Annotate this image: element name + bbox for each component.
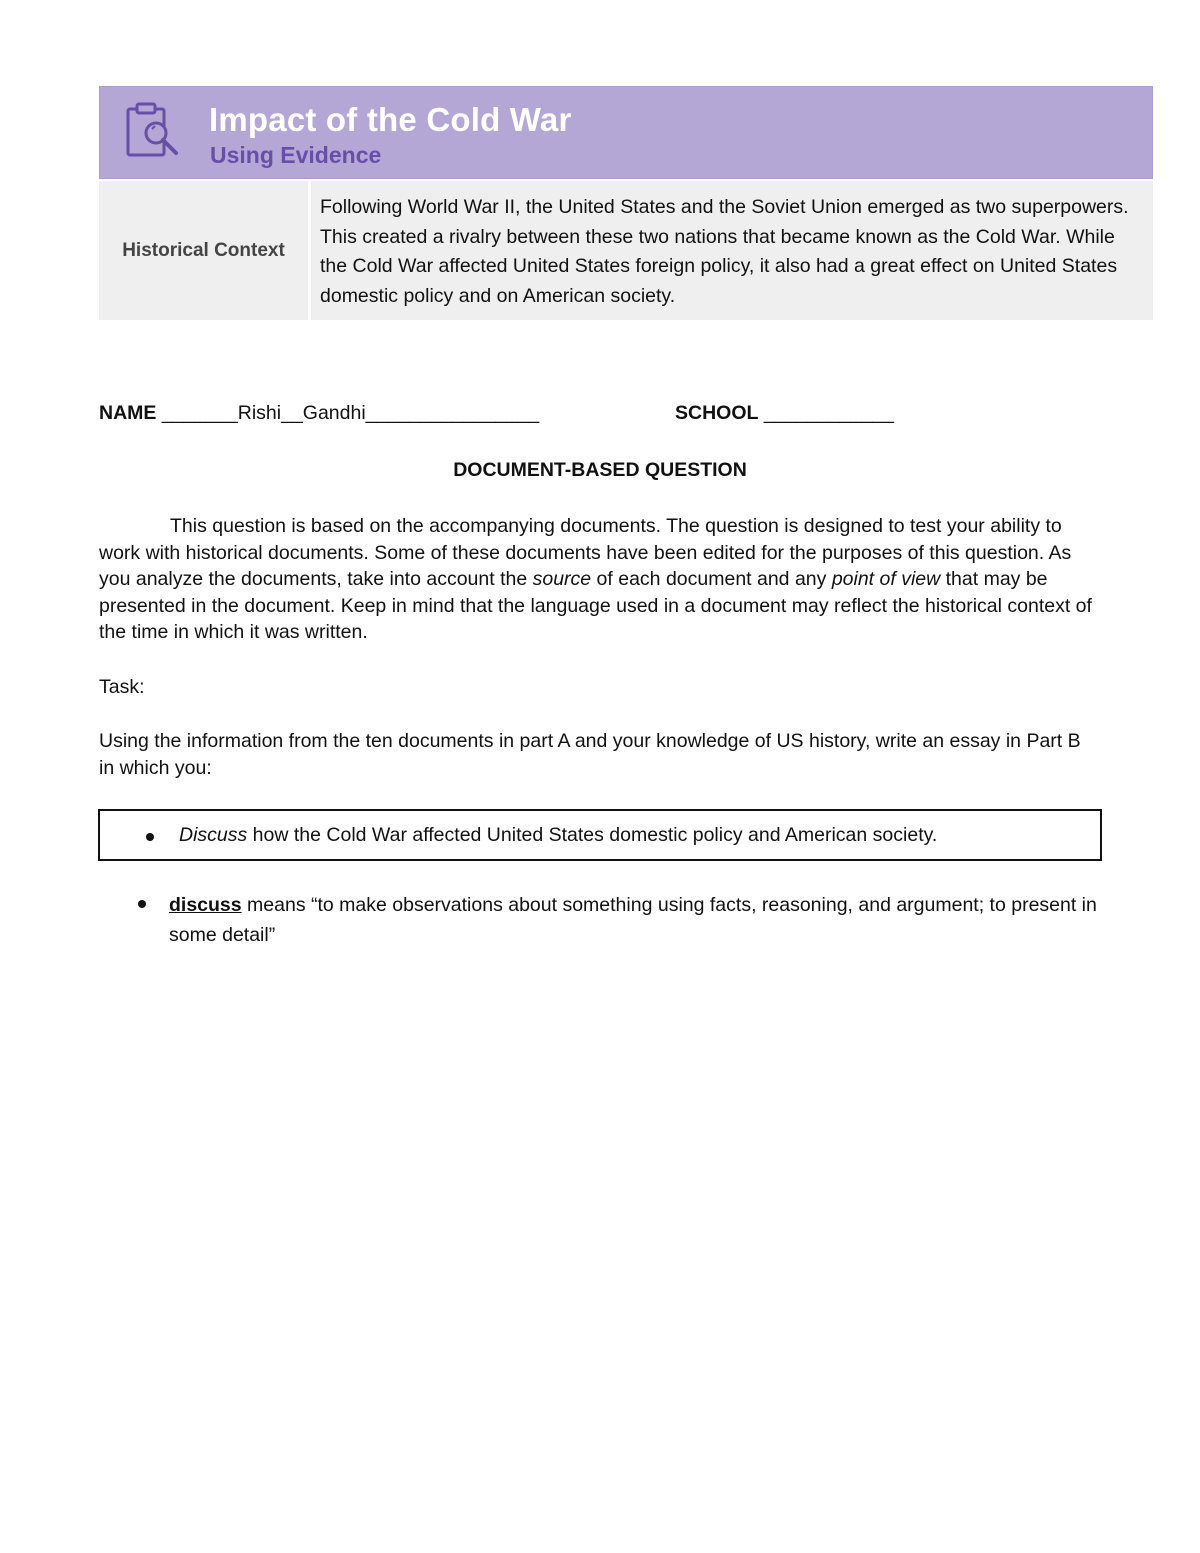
intro-text-1: This question is based on the accompanying documents. The question is designed to test your ability to work with historical documents. Some of these documents have been edited for the purposes of this question. As you analyze the documents, take into account the: [99, 515, 1072, 591]
bullet-icon: [146, 833, 154, 841]
clipboard-magnifier-icon: [122, 99, 186, 163]
name-label: NAME: [99, 402, 157, 424]
school-field: [675, 402, 894, 425]
name-value: _______Rishi__Gandhi________________: [156, 402, 540, 424]
intro-emphasis-source: source: [532, 568, 592, 591]
document-subtitle: Using Evidence: [210, 142, 382, 168]
intro-text-3: that may be presented in the document. Keep in mind that the language used in a document may reflect the historical context of the time in which it was written.: [99, 568, 1092, 644]
intro-text-2: of each document and any: [591, 568, 832, 591]
name-field: [99, 402, 539, 425]
definition-term: discuss: [169, 894, 242, 916]
intro-emphasis-pov: point of view: [831, 568, 941, 591]
task-box: [98, 809, 1102, 861]
task-bullet: [179, 824, 937, 847]
historical-context-label: Historical Context: [99, 181, 308, 320]
dbq-heading: DOCUMENT-BASED QUESTION: [453, 459, 747, 481]
school-value: ____________: [758, 402, 894, 424]
bullet-icon: [138, 900, 146, 908]
document-title: Impact of the Cold War: [209, 101, 572, 138]
historical-context-text: Following World War II, the United States and the Soviet Union emerged as two superpowers. This created a rivalry between these two nations that became known as the Cold War. While the Cold War affected United States foreign policy, it also had a great effect on United States domestic policy and on American society.: [311, 181, 1153, 320]
definition-item: [169, 891, 1109, 950]
intro-paragraph: [99, 513, 1099, 646]
task-bullet-verb: Discuss: [179, 824, 248, 846]
task-text: Using the information from the ten documents in part A and your knowledge of US history, write an essay in Part B in which you:: [99, 730, 1081, 779]
school-label: SCHOOL: [675, 402, 759, 424]
task-label: Task:: [99, 676, 145, 698]
title-banner: [99, 86, 1153, 179]
definition-text: means “to make observations about something using facts, reasoning, and argument; to present in some detail”: [169, 894, 1097, 946]
task-bullet-text: how the Cold War affected United States domestic policy and American society.: [247, 824, 938, 846]
